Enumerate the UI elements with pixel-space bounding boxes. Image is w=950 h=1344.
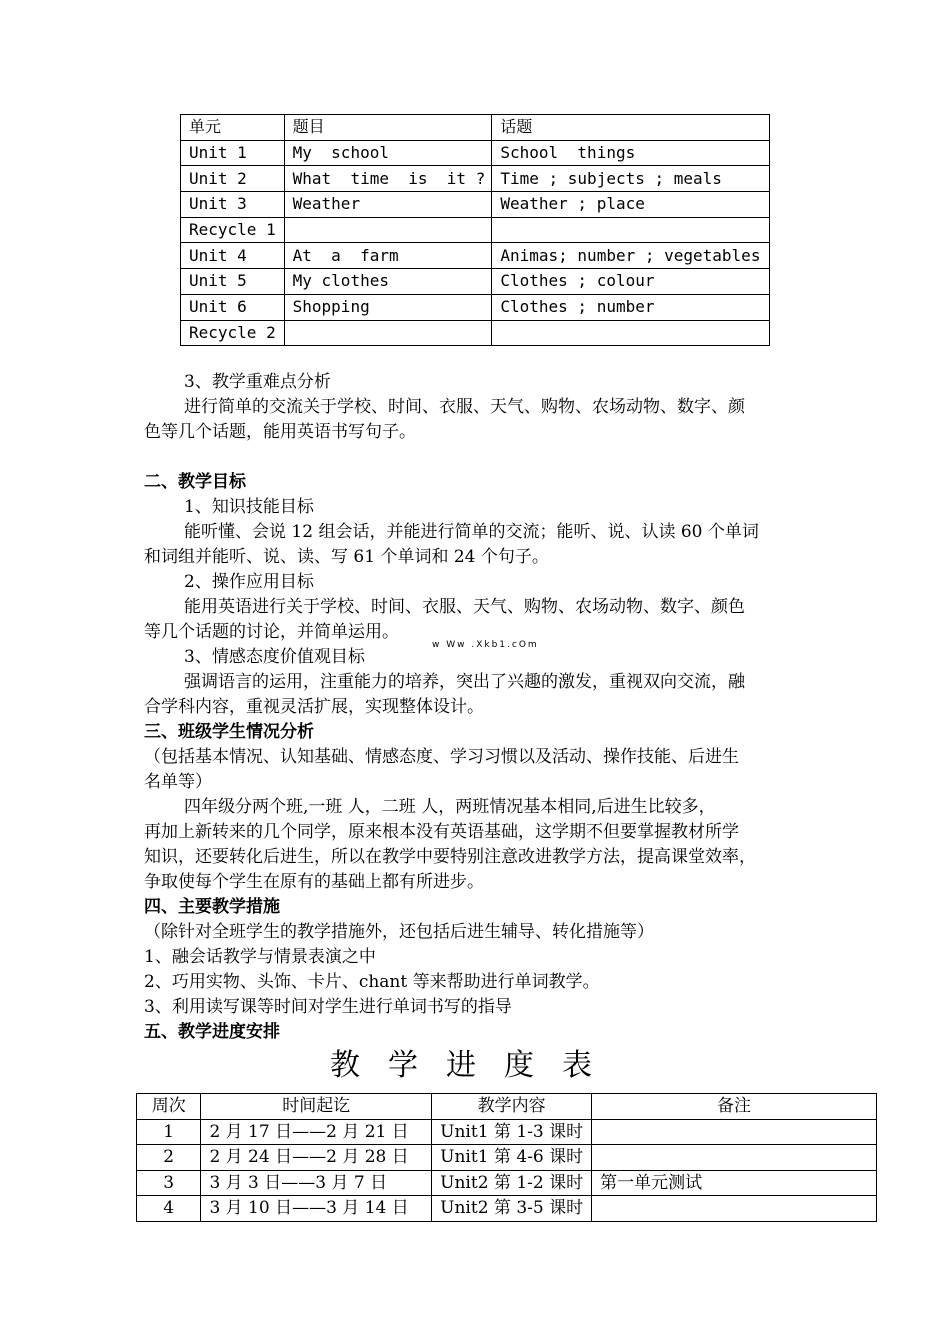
header-cell: 话题 [492, 115, 770, 141]
table-cell [492, 217, 770, 243]
header-cell: 备注 [592, 1094, 877, 1120]
table-row [181, 217, 770, 243]
table-cell: 第一单元测试 [592, 1170, 877, 1196]
header-cell: 教学内容 [432, 1094, 592, 1120]
table-cell: 3 月 10 日——3 月 14 日 [201, 1196, 432, 1222]
table-row [181, 243, 770, 269]
header-cell: 单元 [181, 115, 285, 141]
table-cell: Clothes ; number [492, 294, 770, 320]
list-item: 1、融会话教学与情景表演之中 [144, 947, 376, 967]
table-row [181, 320, 770, 346]
table-cell: Unit 2 [181, 166, 285, 192]
paragraph-line: 进行简单的交流关于学校、时间、衣服、天气、购物、农场动物、数字、颜 [184, 397, 745, 417]
table-cell: School things [492, 140, 770, 166]
schedule-table [136, 1093, 877, 1222]
table-cell: Unit2 第 1-2 课时 [432, 1170, 592, 1196]
table-row [137, 1170, 877, 1196]
table-cell: My school [284, 140, 492, 166]
list-item: 2、巧用实物、头饰、卡片、chant 等来帮助进行单词教学。 [144, 972, 600, 992]
header-cell: 题目 [284, 115, 492, 141]
table-cell: My clothes [284, 269, 492, 295]
table-row [137, 1145, 877, 1171]
header-cell: 时间起讫 [201, 1094, 432, 1120]
table-cell: 1 [137, 1119, 201, 1145]
paragraph-line: 等几个话题的讨论，并简单运用。 [144, 622, 399, 642]
table-cell [284, 320, 492, 346]
table-header-row [181, 115, 770, 141]
table-cell: 2 月 17 日——2 月 21 日 [201, 1119, 432, 1145]
table-cell: 3 [137, 1170, 201, 1196]
paragraph-line: 色等几个话题，能用英语书写句子。 [144, 422, 416, 442]
table-row [181, 269, 770, 295]
table-cell: Weather [284, 192, 492, 218]
paragraph-line: 能听懂、会说 12 组会话，并能进行简单的交流；能听、说、认读 60 个单词 [184, 522, 759, 542]
table-cell: Unit 1 [181, 140, 285, 166]
section-heading: 三、班级学生情况分析 [144, 722, 314, 742]
paragraph-line: 四年级分两个班,一班 人，二班 人，两班情况基本相同,后进生比较多， [184, 797, 716, 817]
paragraph-line: （包括基本情况、认知基础、情感态度、学习习惯以及活动、操作技能、后进生 [144, 747, 739, 767]
table-cell: Time ; subjects ; meals [492, 166, 770, 192]
sub-heading: 3、情感态度价值观目标 [184, 647, 365, 667]
section-heading: 二、教学目标 [144, 472, 246, 492]
section-heading: 四、主要教学措施 [144, 897, 280, 917]
paragraph-line: 争取使每个学生在原有的基础上都有所进步。 [144, 872, 484, 892]
units-table [180, 114, 770, 346]
list-item: 3、利用读写课等时间对学生进行单词书写的指导 [144, 997, 512, 1017]
table-cell [592, 1145, 877, 1171]
watermark-text: w Ww .Xkb1.cOm [432, 640, 539, 650]
table-row [181, 294, 770, 320]
table-cell: At a farm [284, 243, 492, 269]
table-cell: 2 [137, 1145, 201, 1171]
table-cell: Unit 4 [181, 243, 285, 269]
paragraph-line: 强调语言的运用，注重能力的培养，突出了兴趣的激发，重视双向交流，融 [184, 672, 745, 692]
table-cell: Unit 5 [181, 269, 285, 295]
sub-heading: 2、操作应用目标 [184, 572, 314, 592]
sub-heading: 1、知识技能目标 [184, 497, 314, 517]
paragraph-line: 和词组并能听、说、读、写 61 个单词和 24 个句子。 [144, 547, 549, 567]
table-cell [592, 1196, 877, 1222]
table-row [137, 1196, 877, 1222]
table-cell: Unit 3 [181, 192, 285, 218]
table-cell: Unit1 第 1-3 课时 [432, 1119, 592, 1145]
table-row [181, 192, 770, 218]
section-heading: 3、教学重难点分析 [184, 372, 331, 392]
table-cell: Recycle 1 [181, 217, 285, 243]
table-cell: Animas; number ; vegetables [492, 243, 770, 269]
table-cell: Clothes ; colour [492, 269, 770, 295]
paragraph-line: 知识，还要转化后进生，所以在教学中要特别注意改进教学方法，提高课堂效率， [144, 847, 756, 867]
table-cell: Shopping [284, 294, 492, 320]
table-cell: Unit2 第 3-5 课时 [432, 1196, 592, 1222]
paragraph-line: 合学科内容，重视灵活扩展，实现整体设计。 [144, 697, 484, 717]
table-row [137, 1119, 877, 1145]
table-cell: Unit 6 [181, 294, 285, 320]
table-header-row [137, 1094, 877, 1120]
table-cell: What time is it ? [284, 166, 492, 192]
table-cell [492, 320, 770, 346]
table-cell: 3 月 3 日——3 月 7 日 [201, 1170, 432, 1196]
header-cell: 周次 [137, 1094, 201, 1120]
table-cell [284, 217, 492, 243]
table-cell: Recycle 2 [181, 320, 285, 346]
table-cell: 4 [137, 1196, 201, 1222]
table-cell: Unit1 第 4-6 课时 [432, 1145, 592, 1171]
paragraph-line: 能用英语进行关于学校、时间、衣服、天气、购物、农场动物、数字、颜色 [184, 597, 745, 617]
schedule-title: 教学进度表 [330, 1048, 620, 1083]
table-row [181, 166, 770, 192]
section-heading: 五、教学进度安排 [144, 1022, 280, 1042]
paragraph-line: 名单等） [144, 772, 212, 792]
table-cell [592, 1119, 877, 1145]
paragraph-line: 再加上新转来的几个同学，原来根本没有英语基础，这学期不但要掌握教材所学 [144, 822, 739, 842]
table-row [181, 140, 770, 166]
table-cell: Weather ; place [492, 192, 770, 218]
table-cell: 2 月 24 日——2 月 28 日 [201, 1145, 432, 1171]
paragraph-line: （除针对全班学生的教学措施外，还包括后进生辅导、转化措施等） [144, 922, 654, 942]
